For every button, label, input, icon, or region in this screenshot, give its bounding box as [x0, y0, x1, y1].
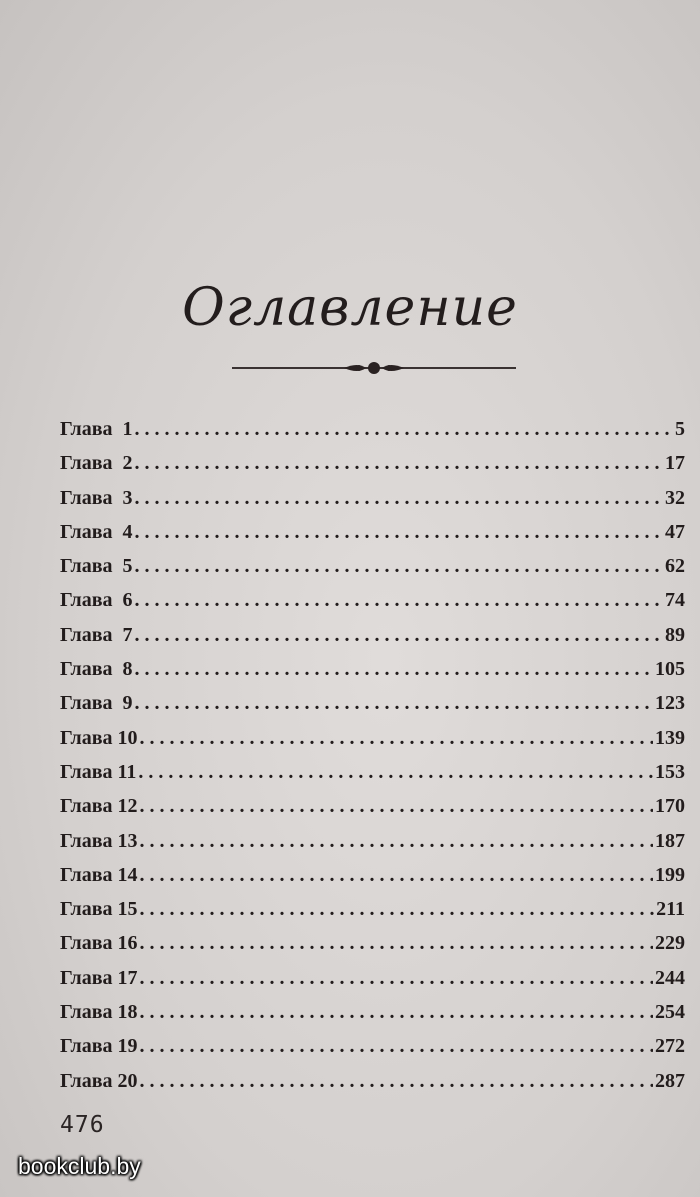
show-through-text	[40, 52, 700, 260]
toc-entry	[60, 967, 685, 1001]
toc-entry	[60, 727, 685, 761]
dot-leader	[135, 487, 664, 510]
toc-entry-page: 32	[665, 486, 685, 509]
toc-entry-label: Глава 4	[60, 520, 133, 543]
dot-leader	[140, 1035, 654, 1058]
dot-leader	[140, 967, 654, 990]
toc-entry	[60, 589, 685, 623]
toc-entry	[60, 830, 685, 864]
toc-entry-label: Глава 3	[60, 486, 133, 509]
toc-entry-label: Глава 14	[60, 863, 138, 886]
dot-leader	[135, 624, 664, 647]
dot-leader	[140, 795, 654, 818]
toc-entry	[60, 1001, 685, 1035]
toc-entry-label: Глава 6	[60, 589, 133, 612]
page-number: 476	[60, 1112, 105, 1138]
toc-entry	[60, 521, 685, 555]
toc-entry-label: Глава 18	[60, 1001, 138, 1024]
dot-leader	[140, 830, 654, 853]
toc-entry	[60, 864, 685, 898]
toc-entry-label: Глава 15	[60, 898, 138, 921]
dot-leader	[135, 589, 664, 612]
toc-entry-label: Глава 11	[60, 760, 137, 783]
toc-entry-label: Глава 1	[60, 418, 133, 440]
dot-leader	[140, 864, 654, 887]
toc-entry-page: 17	[665, 452, 685, 475]
toc-entry-page: 199	[655, 863, 685, 886]
toc-entry	[60, 898, 685, 932]
toc-entry-label: Глава 2	[60, 452, 133, 475]
toc-entry	[60, 555, 685, 589]
toc-entry	[60, 795, 685, 829]
toc-entry-label: Глава 19	[60, 1035, 138, 1058]
dot-leader	[140, 898, 655, 921]
dot-leader	[135, 521, 664, 544]
toc-entry-page: 105	[655, 658, 685, 681]
toc-entry	[60, 761, 685, 795]
toc-entry	[60, 452, 685, 486]
toc-entry-page: 89	[665, 623, 685, 646]
toc-entry	[60, 692, 685, 726]
toc-entry-page: 170	[655, 795, 685, 818]
toc-entry	[60, 932, 685, 966]
dot-leader	[135, 658, 654, 681]
toc-entry-page: 139	[655, 726, 685, 749]
toc-entry-label: Глава 7	[60, 623, 133, 646]
watermark: bookclub.by	[18, 1153, 141, 1179]
dot-leader	[135, 452, 664, 475]
toc-entry-page: 5	[675, 418, 685, 440]
toc-entry	[60, 658, 685, 692]
toc-entry	[60, 1070, 685, 1104]
toc-entry-label: Глава 5	[60, 555, 133, 578]
toc-entry-label: Глава 16	[60, 932, 138, 955]
toc-entry-page: 74	[665, 589, 685, 612]
toc-entry	[60, 487, 685, 521]
dot-leader	[138, 761, 653, 784]
dot-leader	[140, 932, 654, 955]
page-title: Оглавление	[182, 278, 518, 338]
toc-entry-page: 272	[655, 1035, 685, 1058]
dot-leader	[140, 727, 654, 750]
toc-entry-label: Глава 8	[60, 658, 133, 681]
toc-entry-page: 244	[655, 966, 685, 989]
toc-entry-label: Глава 13	[60, 829, 138, 852]
toc-entry-page: 123	[655, 692, 685, 715]
toc-entry-label: Глава 17	[60, 966, 138, 989]
toc-entry	[60, 624, 685, 658]
dot-leader	[135, 692, 654, 715]
toc-entry-label: Глава 12	[60, 795, 138, 818]
dot-leader	[135, 555, 664, 578]
toc-entry-page: 287	[655, 1069, 685, 1092]
toc-entry-label: Глава 20	[60, 1069, 138, 1092]
dot-leader	[140, 1001, 654, 1024]
toc-entry-page: 254	[655, 1001, 685, 1024]
toc-entry-page: 62	[665, 555, 685, 578]
toc-entry	[60, 418, 685, 452]
toc-entry-label: Глава 9	[60, 692, 133, 715]
dot-leader	[140, 1070, 654, 1093]
table-of-contents	[60, 418, 685, 1104]
toc-entry-page: 153	[655, 760, 685, 783]
toc-entry-page: 47	[665, 520, 685, 543]
toc-entry-page: 211	[656, 898, 685, 921]
toc-entry-page: 229	[655, 932, 685, 955]
toc-entry-page: 187	[655, 829, 685, 852]
toc-entry-label: Глава 10	[60, 726, 138, 749]
toc-entry	[60, 1035, 685, 1069]
divider-ornament	[232, 360, 516, 376]
dot-leader	[135, 418, 674, 441]
